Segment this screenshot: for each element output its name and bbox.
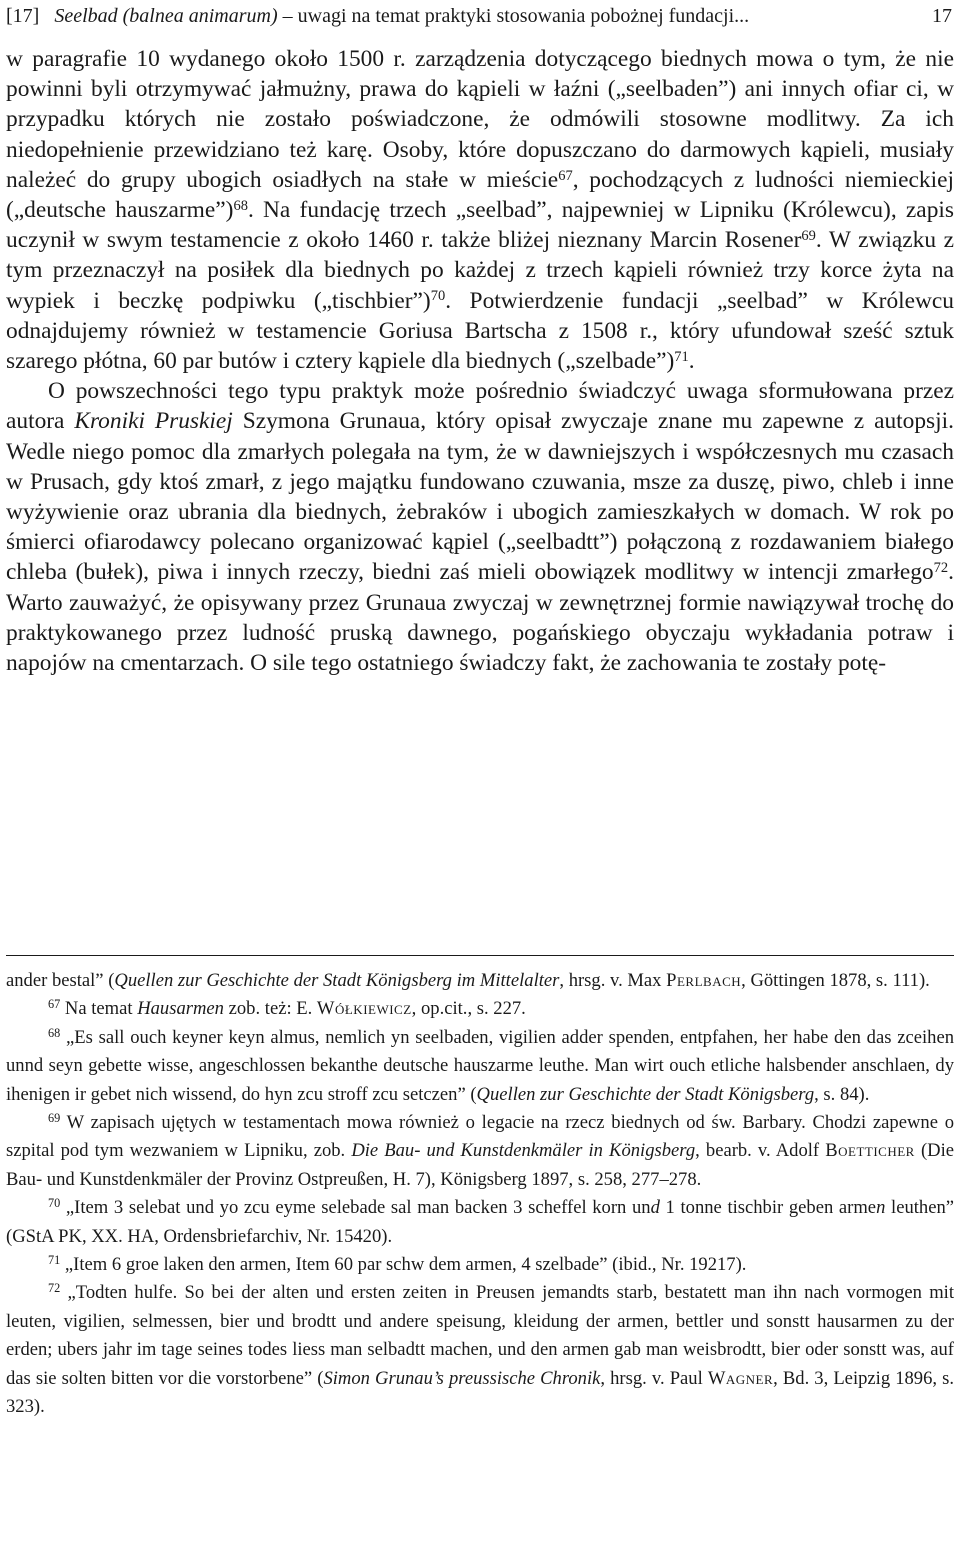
- text-run: .: [688, 348, 695, 375]
- italic-title: Quellen zur Geschichte der Stadt Königsberg: [476, 1083, 815, 1105]
- text-run: Szymona Grunaua, który opisał zwyczaje znane mu zapewne z autopsji. Wedle niego pomoc dla zmarłych polegała na tym, że w dawniejszych i współczesnych mu czasach w Prusach, gdy ktoś zmarł, z jego majątku fundowano czuwania, msze za duszę, piwo, chleb i inne wyżywienie oraz ubrania dla biednych, żebraków i ubogich zamieszkałych w domach. W rok po śmierci ofiarodawcy polecano organizować kąpiel („seelbadtt”) połączoną z rozdawaniem białego chleba (bułek), piwa i innych rzeczy, biedni zaś mieli obowiązek modlitwy w intencji zmarłego: [6, 408, 955, 586]
- text-run: . Potwierdzenie fundacji „seelbad” w Królewcu odnajdujemy również w testamencie Goriusa Bartscha z 1508 r., który ufundował sześć sztuk szarego płótna, 60 par butów i cztery kąpiele dla biednych („szelbade”): [6, 287, 954, 375]
- footnote-separator: [6, 955, 954, 956]
- author-name: Boetticher: [825, 1140, 915, 1162]
- author-name: Perlbach: [666, 970, 742, 991]
- footnotes: [6, 967, 954, 1422]
- paragraph-2: [6, 376, 954, 678]
- text-run: „Item 6 groe laken den armen, Item 60 par schw dem armen, 4 szelbade” (ibid., Nr. 19217).: [60, 1254, 747, 1276]
- footnote-69: [6, 1109, 954, 1194]
- italic-title: Kroniki Pruskiej: [74, 408, 233, 435]
- italic-title: Quellen zur Geschichte der Stadt Königsberg im Mittelalter: [114, 970, 560, 991]
- footnote-68: [6, 1024, 954, 1109]
- paragraph-1: [6, 44, 954, 376]
- footnote-number: 71: [48, 1252, 61, 1267]
- text-run: Na temat: [60, 998, 138, 1020]
- running-head-rest: – uwagi na temat praktyki stosowania pobożnej fundacji...: [277, 5, 750, 27]
- text-run: . Warto zauważyć, że opisywany przez Grunaua zwyczaj w zewnętrznej formie nawiązywał trochę do praktykowanego przez ludność pruską dawnego, pogańskiego obyczaju wykładania potraw i napojów na cmentarzach. O sile tego ostatniego świadczy fakt, że zachowania te zostały potę-: [6, 559, 954, 677]
- running-head-italic: Seelbad (balnea animarum): [54, 5, 278, 27]
- running-head: [6, 0, 954, 34]
- text-run: w paragrafie 10 wydanego około 1500 r. zarządzenia dotyczącego biednych mowa o tym, że nie powinni byli otrzymywać jałmużny, prawa do kąpieli w łaźni („seelbaden”) ani innych ofiar ci, w przypadku których nie zostało poświadczone, że odmówili stosowne modlitwy. Za ich niedopełnienie przewidziano też karę. Osoby, które dopuszczano do darmowych kąpieli, musiały należeć do grupy ubogich osiadłych na stałe w mieście: [6, 46, 954, 193]
- footnote-72: [6, 1279, 954, 1421]
- italic-letter: n: [876, 1197, 886, 1219]
- footnote-number: 67: [48, 997, 61, 1012]
- footnote-ref-71[interactable]: 71: [674, 348, 689, 365]
- footnote-number: 72: [48, 1281, 61, 1296]
- text-run: O powszechności tego typu praktyk może pośrednio świadczyć uwaga sformułowana przez autora: [6, 378, 954, 435]
- running-head-title: [6, 3, 749, 29]
- text-run: ander bestal” (: [6, 970, 115, 991]
- text-run: „Es sall ouch keyner keyn almus, nemlich yn seelbaden, vigilien adder spenden, entpfahen, her habe den das zceihen unnd seyn gebette wisse, angeschlossen bekanthe deutsche hauszarme leuthe. Man wirt ouch etliche halsbender anschlaen, dy ihenigen ir gebet nich wissend, do hyn zcu stroff zcu setczen” (: [6, 1026, 954, 1105]
- text-run: . W związku z tym przeznaczył na posiłek dla biednych po każdej z trzech kąpieli również trzy korce żyta na wypiek i beczkę podpiwku („tischbier”): [6, 227, 954, 314]
- footnote-ref-69[interactable]: 69: [801, 227, 816, 244]
- text-run: , bearb. v. Adolf: [695, 1140, 826, 1162]
- footnote-number: 70: [48, 1196, 61, 1211]
- author-name: Wagner: [707, 1367, 774, 1389]
- chapter-number: [17]: [6, 5, 40, 27]
- footnote-number: 68: [48, 1025, 61, 1040]
- text-run: . Na fundację trzech „seelbad”, najpewniej w Lipniku (Królewcu), zapis uczynił w swym testamencie z około 1460 r. także bliżej nieznany Marcin Rosener: [6, 197, 954, 254]
- text-run: , hrsg. v. Paul: [600, 1367, 708, 1389]
- footnote-number: 69: [48, 1110, 61, 1125]
- text-run: zob. też: E.: [223, 998, 317, 1020]
- text-run: , Göttingen 1878, s. 111).: [741, 970, 930, 991]
- text-run: leuthen” (GStA PK, XX. HA, Ordensbriefarchiv, Nr. 15420).: [6, 1197, 955, 1247]
- italic-title: Simon Grunau’s preussische Chronik: [323, 1367, 601, 1389]
- text-run: , op.cit., s. 227.: [411, 998, 526, 1020]
- text-run: (Die Bau- und Kunstdenkmäler der Provinz Ostpreußen, H. 7), Königsberg 1897, s. 258, 277–278.: [6, 1140, 954, 1190]
- text-run: , pochodzących z ludności niemieckiej („deutsche hauszarme”): [6, 166, 954, 224]
- italic-letter: d: [650, 1197, 660, 1219]
- italic-title: Die Bau- und Kunstdenkmäler in Königsberg: [351, 1140, 696, 1162]
- text-run: , Bd. 3, Leipzig 1896, s. 323).: [6, 1367, 954, 1418]
- text-run: , s. 84).: [814, 1083, 870, 1105]
- text-run: W zapisach ujętych w testamentach mowa również o legacie na rzecz biednych od św. Barbary. Chodzi zapewne o szpital pod tym wezwaniem w Lipniku, zob.: [6, 1112, 954, 1162]
- main-text: [6, 44, 954, 678]
- text-run: , hrsg. v. Max: [559, 970, 667, 991]
- text-run: „Item 3 selebat und yo zcu eyme selebade sal man backen 3 scheffel korn un: [60, 1197, 651, 1219]
- footnote-67: [6, 995, 954, 1023]
- footnote-70: [6, 1194, 954, 1251]
- footnote-continuation: [6, 967, 954, 995]
- footnote-ref-70[interactable]: 70: [430, 288, 446, 305]
- text-run: 1 tonne tischbir geben arme: [659, 1197, 877, 1219]
- footnote-71: [6, 1251, 954, 1279]
- text-run: „Todten hulfe. So bei der alten und ersten zeiten in Preusen jemandts starb, bestatett man ihn nach vormogen mit leuten, vigilien, selmessen, bier und brodtt und andere speisung, kleidung der armen, bettler und sonstt hausarmen zu der erden; ubers jahr im tage seines todes liess man selbadtt machen, und den armen gab man weisbrodtt, bier oder sonstt was, auf das sie solten bitten vor die vorstorbene” (: [6, 1282, 954, 1389]
- footnote-ref-68[interactable]: 68: [233, 197, 248, 214]
- italic-term: Hausarmen: [137, 998, 224, 1020]
- page-number: 17: [932, 5, 952, 27]
- author-name: Wółkiewicz: [316, 998, 412, 1020]
- footnote-ref-72[interactable]: 72: [933, 560, 949, 577]
- footnote-ref-67[interactable]: 67: [558, 167, 573, 184]
